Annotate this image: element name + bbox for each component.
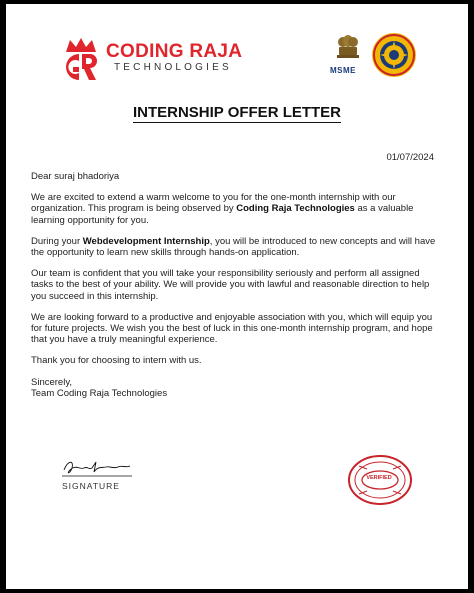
letterhead xyxy=(6,4,468,94)
brand-subtitle: TECHNOLOGIES xyxy=(114,62,232,73)
paragraph-welcome-start: We are excited to extend a warm welcome to you for the one-month internship with our organization. This program is being observed by xyxy=(31,192,396,215)
paragraph-welcome xyxy=(31,192,443,226)
greeting: Dear suraj bhadoriya xyxy=(31,171,120,182)
thanks-line: Thank you for choosing to intern with us. xyxy=(31,355,202,367)
offer-letter-page xyxy=(6,4,468,589)
paragraph-future: We are looking forward to a productive and enjoyable association with you, which will equip you for future projects. We wish you the best of luck in this one-month internship program, and hope that you have a truly meaningful experience. xyxy=(31,311,433,346)
letter-body xyxy=(31,171,443,409)
paragraph-program-end: , you will be introduced to new concepts and will have the opportunity to learn new skills through hands-on application. xyxy=(31,235,436,259)
paragraph-team: Our team is confident that you will take your responsibility seriously and perform all assigned tasks to the best of your ability. We will provide you with lawful and reasonable direction to help you succeed in this internship. xyxy=(31,268,430,302)
company-name: Coding Raja Technologies xyxy=(236,203,355,215)
stamp-label: VERIFIED xyxy=(366,475,392,481)
closing: Sincerely, xyxy=(31,376,73,388)
msme-label: MSME xyxy=(330,66,356,75)
paragraph-welcome-end: as a valuable learning opportunity for you. xyxy=(31,203,414,226)
aicte-seal-icon xyxy=(371,32,417,78)
signature-scribble-icon xyxy=(58,456,138,478)
signature-label: SIGNATURE xyxy=(62,481,120,491)
paragraph-program-start: During your xyxy=(31,235,83,247)
paragraph-program xyxy=(31,236,443,258)
letter-date: 01/07/2024 xyxy=(386,152,434,163)
coding-raja-logo-icon xyxy=(58,38,104,82)
signature-block xyxy=(58,456,138,496)
letter-title xyxy=(6,104,468,122)
sender: Team Coding Raja Technologies xyxy=(31,387,168,399)
brand-name: CODING RAJA xyxy=(106,41,243,62)
program-name: Webdevelopment Internship xyxy=(82,235,210,247)
letter-title-text: INTERNSHIP OFFER LETTER xyxy=(132,104,342,121)
